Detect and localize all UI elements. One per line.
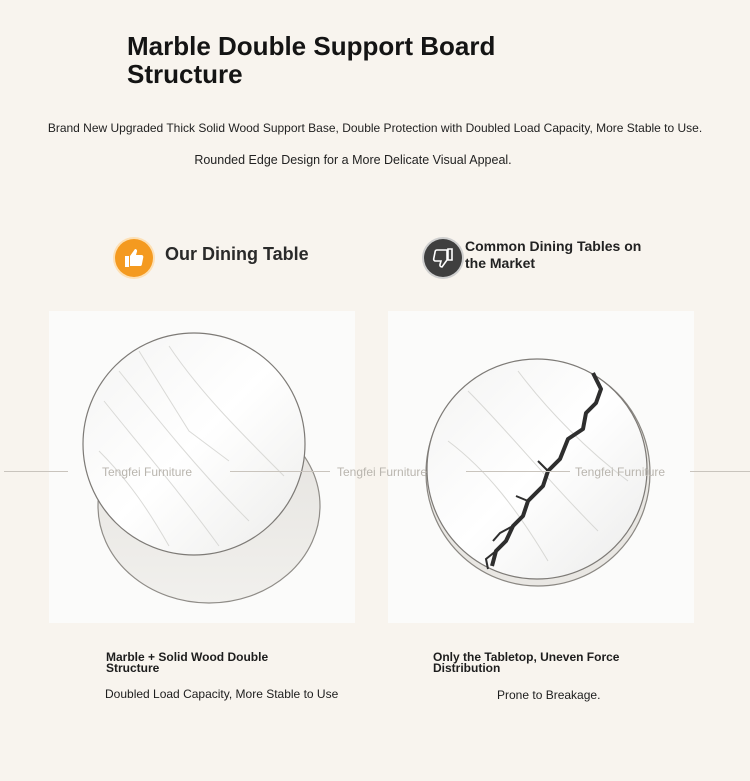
subtitle-line-2: Rounded Edge Design for a More Delicate Visual Appeal. <box>194 153 512 167</box>
our-table-heading: Our Dining Table <box>165 244 309 264</box>
market-table-heading: Common Dining Tables on the Market <box>465 238 642 271</box>
watermark-text: Tengfei Furniture <box>102 465 193 479</box>
thumbs-up-icon <box>115 239 153 277</box>
divider-line <box>4 471 68 472</box>
market-caption-text: Prone to Breakage. <box>497 688 601 702</box>
our-table-image <box>49 311 355 623</box>
watermark-text: Tengfei Furniture <box>337 465 428 479</box>
subtitle-line-1: Brand New Upgraded Thick Solid Wood Support Base, Double Protection with Doubled Load Capacity, More Stable to Use. <box>47 121 703 135</box>
our-caption-text: Doubled Load Capacity, More Stable to Use <box>105 687 339 701</box>
our-caption-title: Marble + Solid Wood Double Structure <box>106 650 269 675</box>
divider-line <box>230 471 330 472</box>
page-title: Marble Double Support Board Structure <box>127 31 496 89</box>
watermark-text: Tengfei Furniture <box>575 465 666 479</box>
market-caption-title: Only the Tabletop, Uneven Force Distribution <box>433 650 620 675</box>
divider-line <box>466 471 570 472</box>
thumbs-down-icon <box>424 239 462 277</box>
divider-line <box>690 471 750 472</box>
